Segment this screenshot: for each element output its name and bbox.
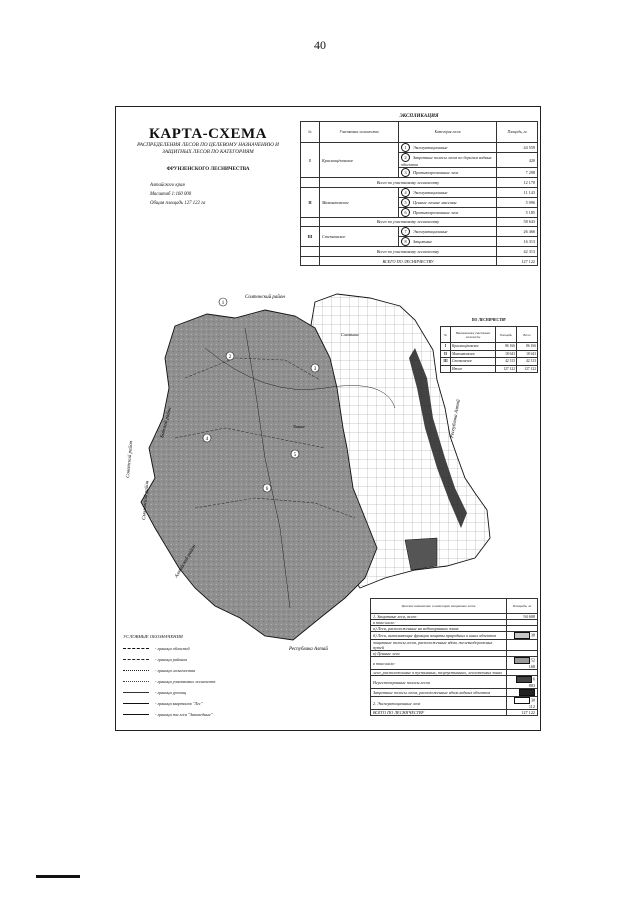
explication-title: ЭКСПЛИКАЦИЯ <box>399 114 439 119</box>
summary-header-total: Всего <box>517 327 538 343</box>
category-row <box>371 640 538 651</box>
expl-header-lesnichestvo: Участковые лесничества <box>320 122 399 143</box>
summary-total: 18 643 <box>517 350 538 358</box>
legend-line-sample <box>123 714 149 715</box>
summary-table <box>440 326 538 373</box>
summary-roman: III <box>441 358 451 366</box>
summary-name: Мамонтовское <box>451 350 496 358</box>
category-area <box>507 689 538 697</box>
legend-line-sample <box>123 659 149 660</box>
category-area <box>507 632 538 640</box>
expl-header-area: Площадь, га <box>497 122 538 143</box>
expl-roman: II <box>301 187 320 217</box>
category-label: Эксплуатационные <box>413 145 448 150</box>
legend-label: - граница лесничества <box>155 668 196 673</box>
legend-item <box>123 690 273 695</box>
category-text: в том числе: <box>371 657 507 670</box>
category-label: Ценные лесные массивы <box>413 199 457 205</box>
category-swatch <box>514 657 530 664</box>
expl-roman: III <box>301 227 320 247</box>
category-row <box>371 689 538 697</box>
subtotal-value: 12 170 <box>497 178 538 188</box>
expl-area: 5 185 <box>497 207 538 217</box>
legend-item <box>123 701 273 706</box>
explication-subtotal-row <box>301 217 538 227</box>
category-swatch <box>516 676 532 683</box>
category-area-value: 6 883 <box>528 676 535 688</box>
category-area <box>507 640 538 651</box>
category-label: Эксплуатационные <box>413 189 448 195</box>
explication-subtotal-row <box>301 178 538 188</box>
summary-row <box>441 343 538 351</box>
expl-category <box>399 153 497 168</box>
summary-roman: I <box>441 343 451 351</box>
label-west-district-4: Алтайский район <box>174 544 198 579</box>
explication-subtotal-row <box>301 247 538 257</box>
expl-area: 5 096 <box>497 197 538 207</box>
expl-category <box>399 197 497 207</box>
category-text: леса, расположенные в пустынных, полупустынных, лесостепных зонах <box>371 670 507 676</box>
summary-title: ПО ЛЕСНИЧЕСТВУ <box>471 318 507 322</box>
category-text: в) Ценные леса <box>371 651 507 657</box>
category-number: 4 <box>401 188 410 197</box>
explication-table <box>300 121 538 266</box>
legend-label: - граница областей <box>155 646 190 651</box>
category-area <box>507 697 538 710</box>
svg-text:2: 2 <box>228 355 232 360</box>
summary-row <box>441 358 538 366</box>
category-swatch <box>514 632 530 639</box>
map-title: КАРТА-СХЕМА <box>149 126 267 142</box>
explication-row <box>301 187 538 197</box>
summary-total: 42 313 <box>517 358 538 366</box>
summary-name: Краснощёковское <box>451 343 496 351</box>
expl-category <box>399 237 497 247</box>
legend-line-sample <box>123 692 149 693</box>
label-west-district-1: Бийский район <box>160 407 174 439</box>
category-number: 3 <box>401 168 410 177</box>
expl-header-category: Категория лесов <box>399 122 497 143</box>
category-row <box>371 657 538 670</box>
map-scale: Масштаб 1:160 000 <box>150 192 192 197</box>
explication-row <box>301 143 538 153</box>
category-text: 2. Эксплуатационные леса <box>371 697 507 710</box>
category-number: 1 <box>401 143 410 152</box>
label-north-district: Солтонский район <box>245 295 285 300</box>
forestry-name: ФРУНЗЕНСКОГО ЛЕСНИЧЕСТВА <box>166 167 250 172</box>
expl-lesnichestvo-name: Краснощёковское <box>320 143 399 178</box>
category-number: 5 <box>401 198 410 207</box>
empty-cell <box>301 178 320 188</box>
category-number: 2 <box>401 153 410 162</box>
category-label: Противоэрозионные леса <box>413 170 459 175</box>
legend-label: - граница урочищ <box>155 690 186 695</box>
category-swatch <box>514 697 530 704</box>
expl-category <box>399 143 497 153</box>
subtotal-value: 42 313 <box>497 247 538 257</box>
summary-area: 18 643 <box>496 350 517 358</box>
legend-item <box>123 712 273 717</box>
explication-total-row <box>301 256 538 266</box>
footer-rule <box>36 875 80 878</box>
explication-row <box>301 227 538 237</box>
category-text: б) Леса, выполняющие функции защиты природных и иных объектов <box>371 632 507 640</box>
summary-roman: II <box>441 350 451 358</box>
legend-line-sample <box>123 648 149 649</box>
expl-area: 26 466 <box>497 227 538 237</box>
legend-label: - граница районов <box>155 657 188 662</box>
category-number: 6 <box>401 208 410 217</box>
categories-table <box>370 598 538 716</box>
label-east-republic: Республика Алтай <box>450 399 462 439</box>
summary-total-label: Итого <box>451 365 496 373</box>
summary-total-a: 127 122 <box>496 365 517 373</box>
category-number: 7 <box>401 227 410 236</box>
expl-category <box>399 207 497 217</box>
category-area-value: 30 112 <box>528 697 535 709</box>
category-area-value: 38 <box>530 632 535 638</box>
summary-header-area: Площадь <box>496 327 517 343</box>
category-row <box>371 710 538 716</box>
category-text: в том числе: <box>371 620 507 626</box>
summary-header-num: № <box>441 327 451 343</box>
subtotal-label: Всего по участковому лесничеству <box>320 217 497 227</box>
map-subtitle: РАСПРЕДЕЛЕНИЯ ЛЕСОВ ПО ЦЕЛЕВОМУ НАЗНАЧЕНИЮ И ЗАЩИТНЫХ ЛЕСОВ ПО КАТЕГОРИЯМ <box>137 142 279 155</box>
summary-total-b: 127 122 <box>517 365 538 373</box>
label-west-district-2: Советский район <box>126 440 135 479</box>
svg-text:1: 1 <box>221 301 225 306</box>
legend-title: УСЛОВНЫЕ ОБОЗНАЧЕНИЯ <box>123 634 183 639</box>
empty-cell <box>301 247 320 257</box>
expl-area: 44 559 <box>497 143 538 153</box>
expl-area: 11 143 <box>497 187 538 197</box>
expl-area: 16 313 <box>497 237 538 247</box>
category-area <box>507 676 538 689</box>
legend-line-sample <box>123 703 149 704</box>
expl-lesnichestvo-name: Мамонтовское <box>320 187 399 217</box>
page-number: 40 <box>314 38 326 52</box>
category-area <box>507 657 538 670</box>
legend-label: - граница зон леса "Заповедные" <box>155 712 213 717</box>
category-area-value: 127 122 <box>521 710 535 715</box>
svg-text:4: 4 <box>205 437 209 442</box>
category-text: а) Леса, расположенные на водоохранных зонах <box>371 626 507 632</box>
empty-cell <box>301 256 320 266</box>
category-swatch <box>519 689 535 696</box>
summary-total-row <box>441 365 538 373</box>
summary-row <box>441 350 538 358</box>
cats-header-category: Целевое назначение и категории защитных лесов <box>371 599 507 614</box>
expl-category <box>399 187 497 197</box>
legend-item <box>123 646 273 651</box>
subtotal-label: Всего по участковому лесничеству <box>320 178 497 188</box>
category-text: 1. Защитные леса, всего: <box>371 614 507 620</box>
empty-cell <box>441 365 451 373</box>
summary-area: 42 313 <box>496 358 517 366</box>
label-settlement-2: Тоиное <box>293 424 305 429</box>
protected-block <box>405 538 437 570</box>
expl-header-num: № <box>301 122 320 143</box>
category-row <box>371 632 538 640</box>
subtotal-value: 58 643 <box>497 217 538 227</box>
expl-category <box>399 227 497 237</box>
summary-header-name: Наименование участковых лесничеств <box>451 327 496 343</box>
label-west-district-3: Смоленский район <box>142 480 151 521</box>
summary-total: 86 166 <box>517 343 538 351</box>
category-row <box>371 676 538 689</box>
expl-roman: I <box>301 143 320 178</box>
category-area <box>507 710 538 716</box>
legend-label: - граница кварталов "Лес" <box>155 701 203 706</box>
svg-text:6: 6 <box>265 487 269 492</box>
total-area: Общая площадь 127 122 га <box>150 201 206 206</box>
category-row <box>371 697 538 710</box>
total-value: 127 122 <box>497 256 538 266</box>
category-number: 8 <box>401 237 410 246</box>
svg-text:5: 5 <box>293 453 297 458</box>
category-label: Эксплуатационные <box>413 229 448 235</box>
legend-item <box>123 668 273 673</box>
summary-name: Степновское <box>451 358 496 366</box>
category-label: Запретные полосы лесов по берегам водных объектов <box>401 155 492 167</box>
category-area-value: 94 608 <box>523 614 535 619</box>
subtotal-label: Всего по участковому лесничеству <box>320 247 497 257</box>
summary-area: 86 166 <box>496 343 517 351</box>
label-settlement-1: Соловьиха <box>341 332 359 337</box>
expl-area: 7 298 <box>497 168 538 178</box>
expl-category <box>399 168 497 178</box>
legend-item <box>123 679 273 684</box>
category-text: Запретные полосы лесов, расположенные вдоль водных объектов <box>371 689 507 697</box>
category-label: Защитные <box>413 239 433 245</box>
legend-line-sample <box>123 670 149 671</box>
expl-area: 420 <box>497 153 538 168</box>
empty-cell <box>301 217 320 227</box>
category-text: Нерестоохранные полосы лесов <box>371 676 507 689</box>
total-label: ВСЕГО ПО ЛЕСНИЧЕСТВУ <box>320 256 497 266</box>
category-label: Противоэрозионные леса <box>413 209 459 215</box>
label-south-republic: Республика Алтай <box>289 647 328 652</box>
legend-label: - граница участковых лесничеств <box>155 679 216 684</box>
category-text: ВСЕГО ПО ЛЕСНИЧЕСТВУ <box>371 710 507 716</box>
svg-text:3: 3 <box>313 367 317 372</box>
region-name: Алтайского края <box>150 183 185 188</box>
expl-lesnichestvo-name: Степновское <box>320 227 399 247</box>
category-area-value: 52 168 <box>528 657 535 669</box>
legend-item <box>123 657 273 662</box>
cats-header-area: Площадь, га <box>507 599 538 614</box>
legend-line-sample <box>123 681 149 682</box>
category-text: защитные полосы лесов, расположенные вдоль железнодорожных путей <box>371 640 507 651</box>
